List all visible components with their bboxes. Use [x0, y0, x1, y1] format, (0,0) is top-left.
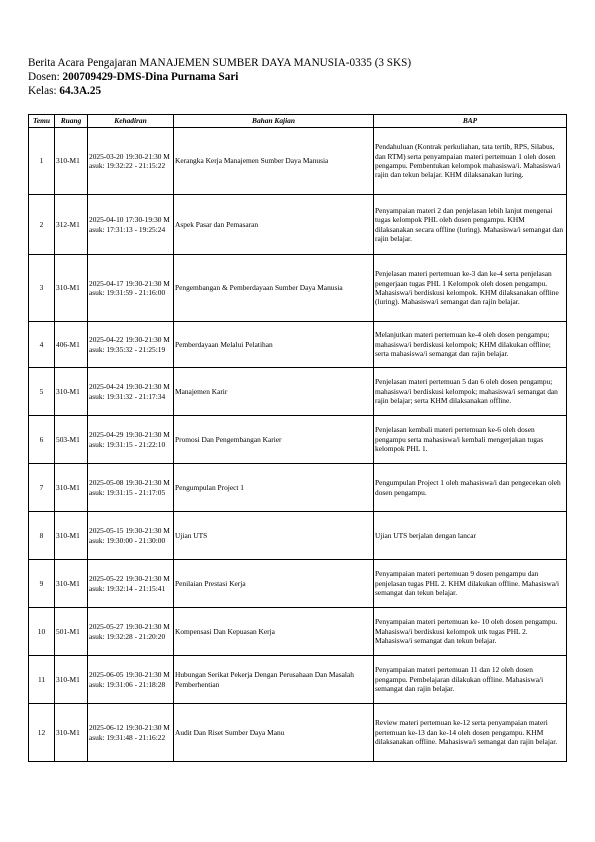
cell-bahan-kajian: Hubungan Serikat Pekerja Dengan Perusahaan Dan Masalah Pemberhentian — [174, 656, 374, 704]
cell-temu: 3 — [29, 255, 55, 322]
cell-temu: 5 — [29, 368, 55, 416]
cell-bahan-kajian: Ujian UTS — [174, 512, 374, 560]
column-header-temu: Temu — [29, 115, 55, 128]
table-row — [29, 704, 567, 762]
table-header-row — [29, 115, 567, 128]
cell-bap: Review materi pertemuan ke-12 serta penyampaian materi pertemuan ke-13 dan ke-14 oleh dosen pengampu. KHM dilaksanakan offline. Mahasiswa/i semangat dan rajin belajar. — [374, 704, 567, 762]
document-title — [28, 56, 411, 70]
cell-bap: Pendahuluan (Kontrak perkuliahan, tata tertib, RPS, Silabus, dan RTM) serta penyampaian materi pertemuan 1 oleh dosen pengampu. Pembentukan kelompok mahasiswa/i. Mahasiswa/i rajin dan tekun belajar. KHM dilaksanakan luring. — [374, 128, 567, 195]
column-header-bahan-kajian: Bahan Kajian — [174, 115, 374, 128]
course-code: -0335 (3 SKS) — [345, 57, 412, 69]
cell-bahan-kajian: Kompensasi Dan Kepuasan Kerja — [174, 608, 374, 656]
cell-ruang: 310-M1 — [55, 464, 88, 512]
cell-ruang: 501-M1 — [55, 608, 88, 656]
cell-ruang: 312-M1 — [55, 195, 88, 255]
cell-kehadiran: 2025-04-29 19:30-21:30 Masuk: 19:31:15 - 21:22:10 — [88, 416, 174, 464]
table-row — [29, 464, 567, 512]
cell-kehadiran: 2025-06-05 19:30-21:30 Masuk: 19:31:06 - 21:18:28 — [88, 656, 174, 704]
column-header-bap: BAP — [374, 115, 567, 128]
cell-bap: Penjelasan kembali materi pertemuan ke-6 oleh dosen pengampu serta mahasiswa/i kembali mengerjakan tugas kelompok PHL 1. — [374, 416, 567, 464]
cell-bap: Pengumpulan Project 1 oleh mahasiswa/i dan pengecekan oleh dosen pengampu. — [374, 464, 567, 512]
cell-kehadiran: 2025-04-17 19:30-21:30 Masuk: 19:31:59 - 21:16:00 — [88, 255, 174, 322]
cell-temu: 11 — [29, 656, 55, 704]
table-body — [29, 128, 567, 762]
dosen-line — [28, 70, 411, 84]
cell-temu: 12 — [29, 704, 55, 762]
cell-kehadiran: 2025-05-08 19:30-21:30 Masuk: 19:31:15 - 21:17:05 — [88, 464, 174, 512]
table-row — [29, 255, 567, 322]
kelas-line — [28, 84, 411, 98]
cell-temu: 4 — [29, 322, 55, 368]
cell-bap: Penjelasan materi pertemuan 5 dan 6 oleh dosen pengampu; mahasiswa/i berdiskusi kelompok; mahasiswa/i semangat dan rajin belajar; serta KHM dilaksanakan offline. — [374, 368, 567, 416]
attendance-table — [28, 114, 567, 762]
cell-ruang: 310-M1 — [55, 512, 88, 560]
cell-bahan-kajian: Audit Dan Riset Sumber Daya Manu — [174, 704, 374, 762]
cell-bahan-kajian: Manajemen Karir — [174, 368, 374, 416]
table-row — [29, 195, 567, 255]
cell-temu: 10 — [29, 608, 55, 656]
cell-temu: 8 — [29, 512, 55, 560]
cell-kehadiran: 2025-04-10 17:30-19:30 Masuk: 17:31:13 - 19:25:24 — [88, 195, 174, 255]
table-row — [29, 560, 567, 608]
table-row — [29, 656, 567, 704]
cell-kehadiran: 2025-06-12 19:30-21:30 Masuk: 19:31:48 - 21:16:22 — [88, 704, 174, 762]
kelas-label: Kelas: — [28, 85, 60, 97]
table-row — [29, 128, 567, 195]
cell-bahan-kajian: Promosi Dan Pengembangan Karier — [174, 416, 374, 464]
cell-bahan-kajian: Penilaian Prestasi Kerja — [174, 560, 374, 608]
cell-temu: 6 — [29, 416, 55, 464]
cell-bap: Penyampaian materi pertemuan 11 dan 12 oleh dosen pengampu. Pembelajaran dilakukan offline. Mahasiswa/i semangat dan rajin belajar. — [374, 656, 567, 704]
title-prefix: Berita Acara Pengajaran — [28, 57, 140, 69]
cell-ruang: 406-M1 — [55, 322, 88, 368]
table-row — [29, 608, 567, 656]
cell-bahan-kajian: Aspek Pasar dan Pemasaran — [174, 195, 374, 255]
cell-bap: Penyampaian materi pertemuan ke- 10 oleh dosen pengampu. Mahasiswa/i berdiskusi kelompok utk tugas PHL 2. Mahasiswa/i semangat dan tekun belajar. — [374, 608, 567, 656]
column-header-kehadiran: Kehadiran — [88, 115, 174, 128]
cell-ruang: 310-M1 — [55, 368, 88, 416]
cell-temu: 1 — [29, 128, 55, 195]
cell-temu: 9 — [29, 560, 55, 608]
cell-kehadiran: 2025-03-20 19:30-21:30 Masuk: 19:32:22 - 21:15:22 — [88, 128, 174, 195]
table-row — [29, 416, 567, 464]
cell-bahan-kajian: Kerangka Kerja Manajemen Sumber Daya Manusia — [174, 128, 374, 195]
cell-ruang: 310-M1 — [55, 128, 88, 195]
cell-ruang: 503-M1 — [55, 416, 88, 464]
table-row — [29, 368, 567, 416]
cell-temu: 7 — [29, 464, 55, 512]
cell-kehadiran: 2025-05-22 19:30-21:30 Masuk: 19:32:14 - 21:15:41 — [88, 560, 174, 608]
column-header-ruang: Ruang — [55, 115, 88, 128]
cell-bahan-kajian: Pengumpulan Project 1 — [174, 464, 374, 512]
cell-ruang: 310-M1 — [55, 656, 88, 704]
cell-bap: Penjelasan materi pertemuan ke-3 dan ke-4 serta penjelasan pengerjaan tugas PHL 1 Kelompok oleh dosen pengampu. Mahasiswa/i berdiskusi kelompok. KHM dilaksanakan offline (luring). Mahasiswa/i semangat dan rajin belajar. — [374, 255, 567, 322]
table-row — [29, 512, 567, 560]
cell-bap: Ujian UTS berjalan dengan lancar — [374, 512, 567, 560]
cell-kehadiran: 2025-05-15 19:30-21:30 Masuk: 19:30:00 - 21:30:00 — [88, 512, 174, 560]
cell-kehadiran: 2025-05-27 19:30-21:30 Masuk: 19:32:28 - 21:20:20 — [88, 608, 174, 656]
table-row — [29, 322, 567, 368]
dosen-value: 200709429-DMS-Dina Purnama Sari — [62, 71, 239, 83]
dosen-label: Dosen: — [28, 71, 63, 83]
cell-ruang: 310-M1 — [55, 704, 88, 762]
kelas-value: 64.3A.25 — [59, 85, 102, 97]
cell-temu: 2 — [29, 195, 55, 255]
cell-ruang: 310-M1 — [55, 560, 88, 608]
cell-bap: Penyampaian materi 2 dan penjelasan lebih lanjut mengenai tugas kelompok PHL oleh dosen pengampu. KHM dilaksanakan secara offline (luring). Mahasiswa/i semangat dan rajin belajar. — [374, 195, 567, 255]
cell-ruang: 310-M1 — [55, 255, 88, 322]
cell-bahan-kajian: Pengembangan & Pemberdayaan Sumber Daya Manusia — [174, 255, 374, 322]
cell-bap: Penyampaian materi pertemuan 9 dosen pengampu dan penjelasan tugas PHL 2. KHM dilakukan offline. Mahasiswa/i semangat dan tekun belajar. — [374, 560, 567, 608]
cell-kehadiran: 2025-04-22 19:30-21:30 Masuk: 19:35:32 - 21:25:19 — [88, 322, 174, 368]
course-name: MANAJEMEN SUMBER DAYA MANUSIA — [139, 57, 346, 69]
cell-bahan-kajian: Pemberdayaan Melalui Pelatihan — [174, 322, 374, 368]
cell-kehadiran: 2025-04-24 19:30-21:30 Masuk: 19:31:32 - 21:17:34 — [88, 368, 174, 416]
document-header — [28, 56, 411, 98]
cell-bap: Melanjutkan materi pertemuan ke-4 oleh dosen pengampu; mahasiswa/i berdiskusi kelompok; KHM dilakukan offline; serta mahasiswa/i semangat dan rajin belajar. — [374, 322, 567, 368]
